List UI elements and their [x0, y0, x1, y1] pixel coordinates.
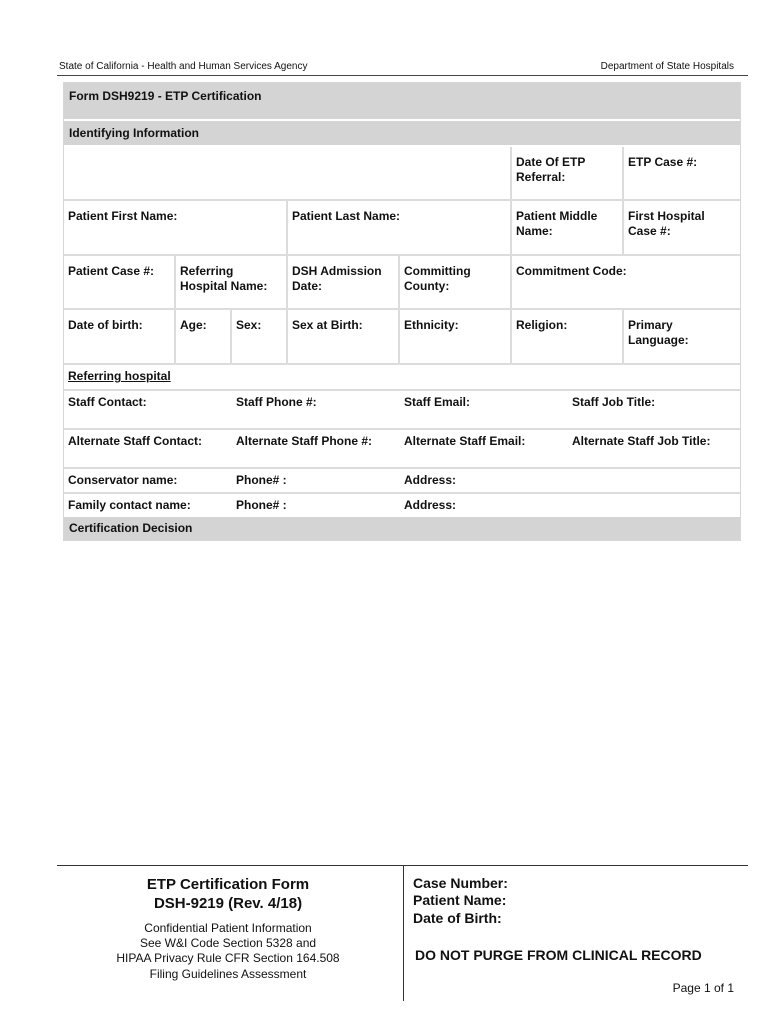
section-certification-decision: Certification Decision [64, 517, 740, 540]
family-contact-name-field[interactable]: Family contact name: [68, 498, 191, 512]
header-divider [57, 75, 748, 76]
footer-date-of-birth-label: Date of Birth: [413, 910, 502, 926]
patient-first-name-field[interactable]: Patient First Name: [64, 201, 288, 254]
conservator-address-field[interactable]: Address: [404, 473, 457, 487]
sex-at-birth-field[interactable]: Sex at Birth: [288, 310, 400, 363]
agency-header: State of California - Health and Human Services Agency [59, 61, 308, 72]
family-contact-address-field[interactable]: Address: [404, 498, 457, 512]
referring-hospital-label: Referring hospital [68, 369, 171, 383]
footer-form-number: DSH-9219 (Rev. 4/18) [153, 895, 303, 912]
form-row-patient-name [64, 201, 740, 256]
etp-case-number-field[interactable]: ETP Case #: [628, 155, 698, 169]
form-row-referral [64, 147, 740, 201]
form-row-referring-hospital [64, 365, 740, 391]
staff-phone-field[interactable]: Staff Phone #: [236, 395, 317, 409]
footer-code-section: See W&I Code Section 5328 and [139, 936, 317, 950]
form-row-family-contact [64, 494, 740, 517]
footer-confidential: Confidential Patient Information [144, 921, 312, 935]
staff-job-title-field[interactable]: Staff Job Title: [572, 395, 656, 409]
form-row-demographics [64, 310, 740, 365]
page-number: Page 1 of 1 [672, 981, 734, 995]
alternate-staff-phone-field[interactable]: Alternate Staff Phone #: [236, 434, 373, 448]
footer-hipaa: HIPAA Privacy Rule CFR Section 164.508 [116, 951, 340, 965]
alternate-staff-email-field[interactable]: Alternate Staff Email: [404, 434, 526, 448]
footer-case-number-label: Case Number: [413, 875, 508, 891]
patient-last-name-field[interactable]: Patient Last Name: [288, 201, 512, 254]
date-of-birth-field[interactable]: Date of birth: [64, 310, 176, 363]
commitment-code-field[interactable]: Commitment Code: [516, 264, 627, 278]
age-field[interactable]: Age: [176, 310, 232, 363]
patient-case-number-field[interactable]: Patient Case #: [64, 256, 176, 308]
section-identifying-information: Identifying Information [64, 121, 740, 147]
religion-field[interactable]: Religion: [512, 310, 624, 363]
department-header: Department of State Hospitals [600, 61, 734, 72]
form-row-case [64, 256, 740, 310]
referring-hospital-name-field[interactable]: Referring Hospital Name: [176, 256, 288, 308]
ethnicity-field[interactable]: Ethnicity: [400, 310, 512, 363]
form-row-conservator [64, 469, 740, 494]
form-row-alternate-staff [64, 430, 740, 469]
conservator-name-field[interactable]: Conservator name: [68, 473, 178, 487]
footer-form-name: ETP Certification Form [146, 876, 310, 893]
primary-language-field[interactable]: Primary Language: [628, 318, 689, 347]
dsh-admission-date-field[interactable]: DSH Admission Date: [288, 256, 400, 308]
etp-certification-form [63, 82, 741, 541]
footer-guidelines: Filing Guidelines Assessment [149, 967, 307, 981]
family-contact-phone-field[interactable]: Phone# : [236, 498, 287, 512]
footer-purge-notice: DO NOT PURGE FROM CLINICAL RECORD [415, 947, 702, 963]
conservator-phone-field[interactable]: Phone# : [236, 473, 287, 487]
sex-field[interactable]: Sex: [232, 310, 288, 363]
form-row-staff [64, 391, 740, 430]
staff-email-field[interactable]: Staff Email: [404, 395, 471, 409]
first-hospital-case-field[interactable]: First Hospital Case #: [628, 209, 705, 238]
patient-middle-name-field[interactable]: Patient Middle Name: [512, 201, 624, 254]
form-title: Form DSH9219 - ETP Certification [64, 83, 740, 121]
alternate-staff-job-title-field[interactable]: Alternate Staff Job Title: [572, 434, 711, 448]
footer-patient-name-label: Patient Name: [413, 892, 507, 908]
blank-field[interactable] [64, 147, 512, 199]
date-of-etp-referral-field[interactable]: Date Of ETP Referral: [512, 147, 624, 199]
footer-vertical-divider [403, 866, 404, 1001]
alternate-staff-contact-field[interactable]: Alternate Staff Contact: [68, 434, 203, 448]
committing-county-field[interactable]: Committing County: [400, 256, 512, 308]
staff-contact-field[interactable]: Staff Contact: [68, 395, 147, 409]
